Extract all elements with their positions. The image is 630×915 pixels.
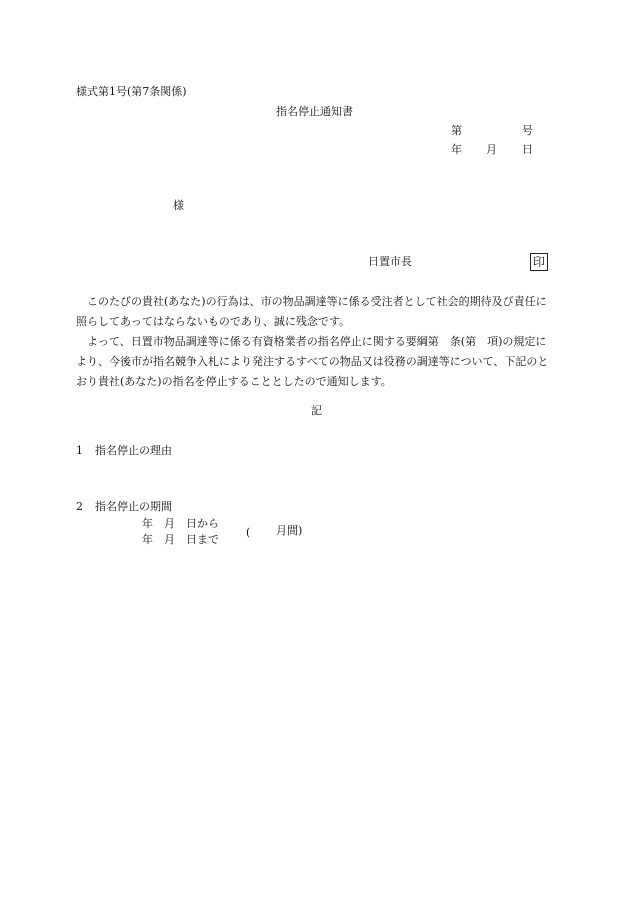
seal-mark <box>530 253 548 271</box>
sender-title: 日置市長 <box>368 255 412 268</box>
form-label: 様式第1号(第7条関係) <box>76 85 187 98</box>
item-1-label: 指名停止の理由 <box>95 444 172 457</box>
duration-close: 月間) <box>276 524 303 537</box>
seal-icon: 印 <box>530 253 548 271</box>
date-day: 日 <box>522 143 533 156</box>
doc-number-suffix: 号 <box>522 124 533 137</box>
item-2-number: 2 <box>76 500 83 513</box>
body-paragraph-1: このたびの貴社(あなた)の行為は、市の物品調達等に係る受注者として社会的期待及び責任に照らしてあってはならないものであり、誠に残念です。 <box>76 295 547 328</box>
date-month: 月 <box>486 143 497 156</box>
addressee-suffix: 様 <box>173 199 184 212</box>
body-paragraph-2: よって、日置市物品調達等に係る有資格業者の指名停止に関する要綱第 条(第 項)の規定により、今後市が指名競争入札により発注するすべての物品又は役務の調達等について、下記のとおり貴社(あなた)の指名を停止することとしたので通知します。 <box>76 335 549 388</box>
item-2-label: 指名停止の期間 <box>95 500 172 513</box>
document-title: 指名停止通知書 <box>276 105 353 118</box>
period-from: 年 月 日から <box>142 517 219 530</box>
doc-number-prefix: 第 <box>451 124 462 137</box>
period-to: 年 月 日まで <box>142 533 219 546</box>
date-year: 年 <box>451 143 462 156</box>
ki-heading: 記 <box>311 404 322 417</box>
body-text <box>76 292 556 392</box>
item-1-number: 1 <box>76 444 83 457</box>
duration-open: ( <box>246 526 251 539</box>
